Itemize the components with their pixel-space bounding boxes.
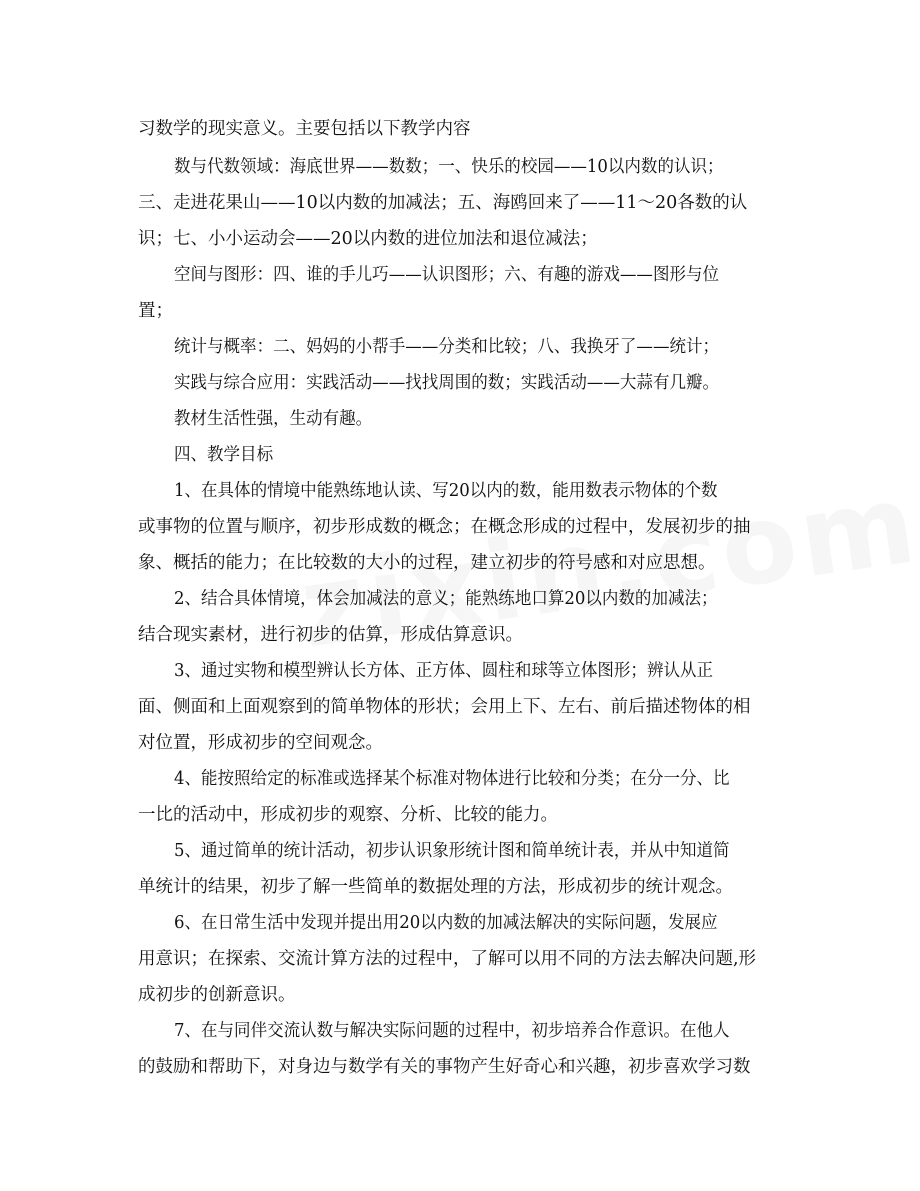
text-line: 的鼓励和帮助下，对身边与数学有关的事物产生好奇心和兴趣，初步喜欢学习数: [138, 1057, 751, 1077]
text-line: 1、在具体的情境中能熟练地认读、写20以内的数，能用数表示物体的个数: [174, 481, 718, 501]
text-line: 置；: [138, 301, 173, 321]
text-line: 成初步的创新意识。: [138, 985, 296, 1005]
text-line: 4、能按照给定的标准或选择某个标准对物体进行比较和分类；在分一分、比: [174, 769, 730, 789]
section-heading: 四、教学目标: [174, 445, 274, 465]
text-line: 用意识；在探索、交流计算方法的过程中，了解可以用不同的方法去解决问题,形: [138, 949, 757, 969]
text-line: 5、通过简单的统计活动，初步认识象形统计图和简单统计表，并从中知道简: [174, 841, 730, 861]
text-line: 单统计的结果，初步了解一些简单的数据处理的方法，形成初步的统计观念。: [138, 877, 733, 897]
text-line: 3、通过实物和模型辨认长方体、正方体、圆柱和球等立体图形；辨认从正: [174, 661, 714, 681]
text-line: 象、概括的能力；在比较数的大小的过程，建立初步的符号感和对应思想。: [138, 553, 716, 573]
text-line: 数与代数领域：海底世界——数数；一、快乐的校园——10以内数的认识；: [174, 157, 724, 177]
text-line: 6、在日常生活中发现并提出用20以内数的加减法解决的实际问题，发展应: [174, 913, 718, 933]
text-line: 空间与图形：四、谁的手儿巧——认识图形；六、有趣的游戏——图形与位: [174, 265, 720, 285]
text-line: 对位置，形成初步的空间观念。: [138, 733, 383, 753]
text-line: 一比的活动中，形成初步的观察、分析、比较的能力。: [138, 805, 558, 825]
text-line: 结合现实素材，进行初步的估算，形成估算意识。: [138, 625, 523, 645]
text-line: 三、走进花果山——10以内数的加减法；五、海鸥回来了——11～20各数的认: [138, 193, 748, 213]
text-line: 或事物的位置与顺序，初步形成数的概念；在概念形成的过程中，发展初步的抽: [138, 517, 751, 537]
text-line: 统计与概率：二、妈妈的小帮手——分类和比较；八、我换牙了——统计；: [174, 337, 720, 357]
text-line: 面、侧面和上面观察到的简单物体的形状；会用上下、左右、前后描述物体的相: [138, 697, 751, 717]
text-line: 识；七、小小运动会——20以内数的进位加法和退位减法；: [138, 229, 598, 249]
text-line: 教材生活性强，生动有趣。: [174, 409, 373, 429]
text-line: 习数学的现实意义。主要包括以下教学内容: [138, 119, 471, 139]
text-line: 7、在与同伴交流认数与解决实际问题的过程中，初步培养合作意识。在他人: [174, 1021, 730, 1041]
text-line: 实践与综合应用：实践活动——找找周围的数；实践活动——大蒜有几瓣。: [174, 373, 720, 393]
text-line: 2、结合具体情境，体会加减法的意义；能熟练地口算20以内数的加减法；: [174, 589, 718, 609]
